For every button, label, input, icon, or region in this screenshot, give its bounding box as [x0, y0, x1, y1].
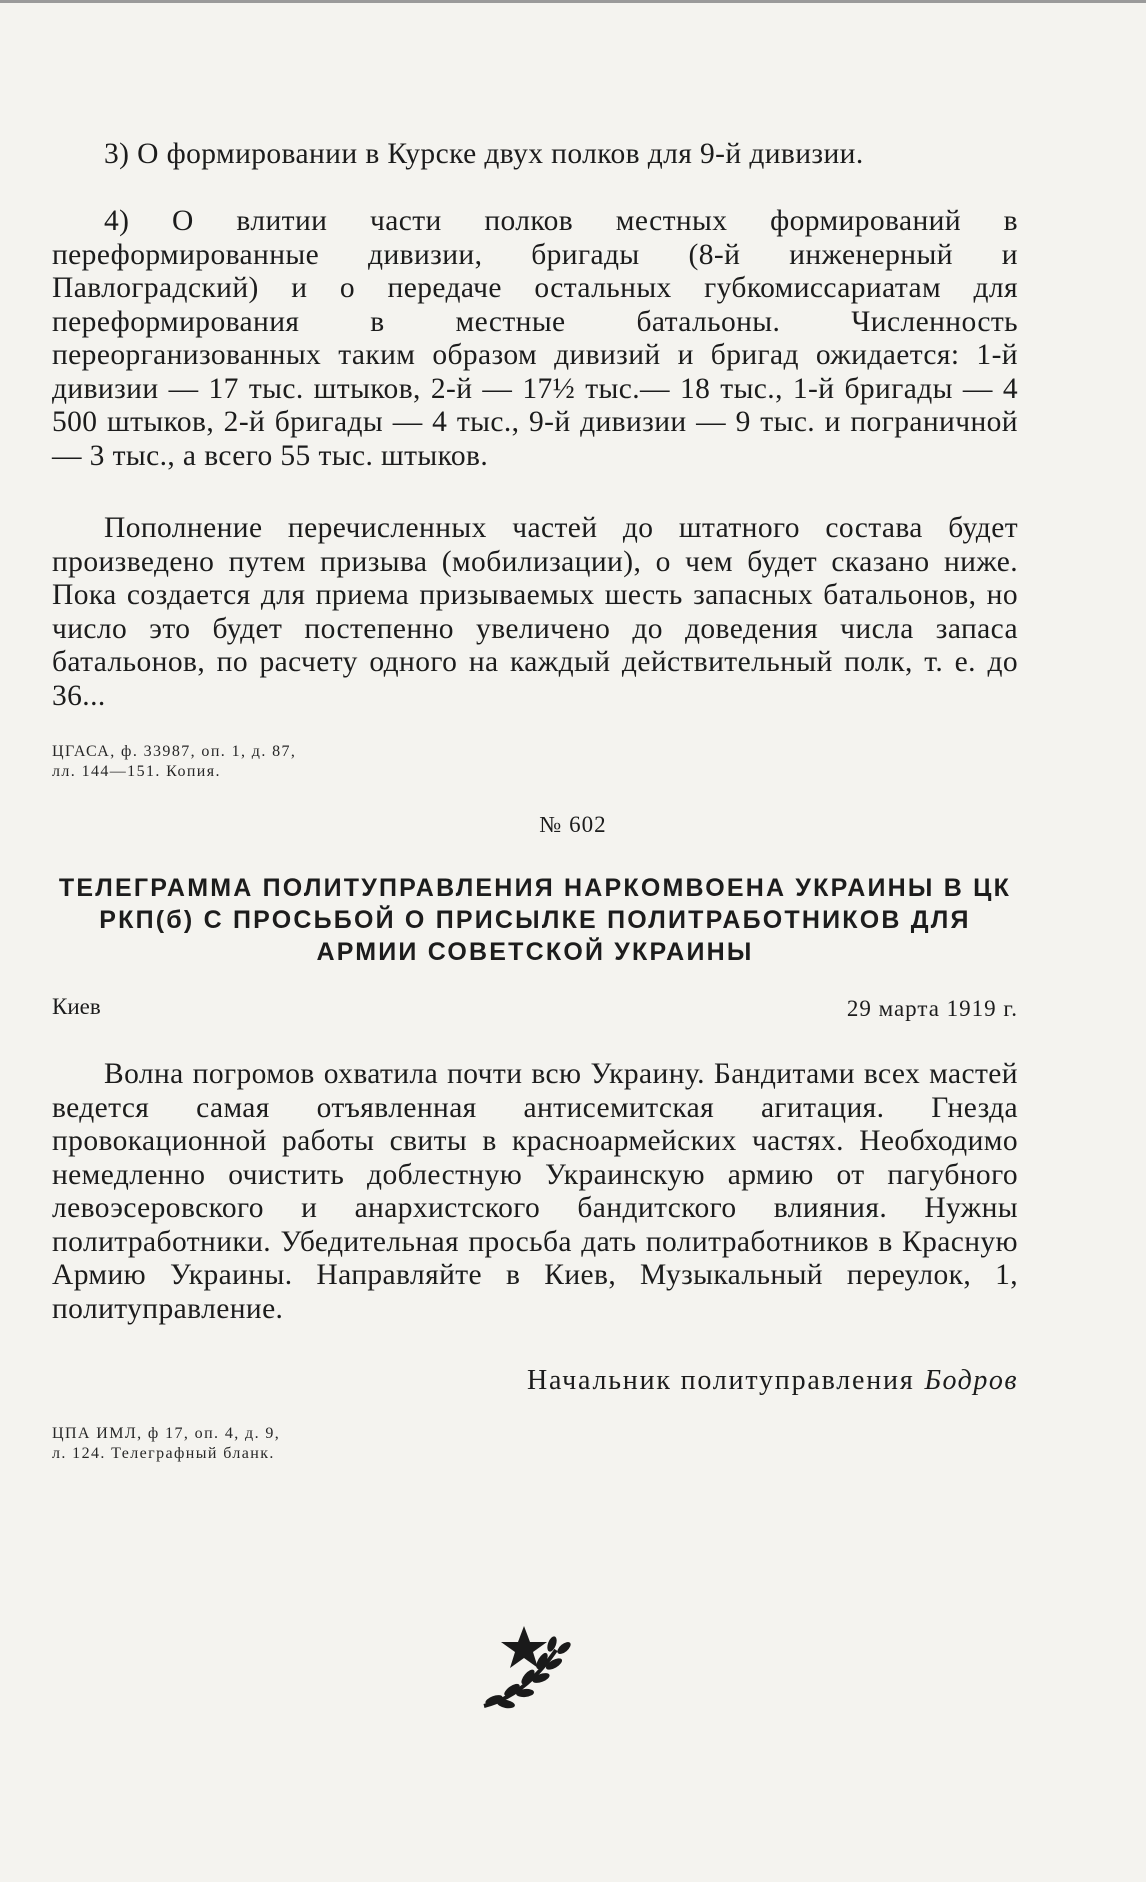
archive-source-2-line-1: ЦПА ИМЛ, ф 17, оп. 4, д. 9, [52, 1425, 281, 1442]
archive-source-1-line-2: лл. 144—151. Копия. [52, 763, 221, 780]
archive-source-2 [52, 1424, 472, 1464]
archive-source-1-line-1: ЦГАСА, ф. 33987, оп. 1, д. 87, [52, 743, 297, 760]
paragraph-item-4: 4) О влитии части полков местных формирований в переформированные дивизии, бригады (8-й инженерный и Павлоградский) и о передаче остальных губкомиссариатам для переформирования в местные батальоны. Численность переорганизованных таким образом дивизий и бригад ожидается: 1-й дивизии — 17 тыс. штыков, 2-й — 17½ тыс.— 18 тыс., 1-й бригады — 4 500 штыков, 2-й бригады — 4 тыс., 9-й дивизии — 9 тыс. и пограничной — 3 тыс., а всего 55 тыс. штыков. [52, 205, 1018, 472]
document-place: Киев [52, 994, 101, 1019]
signature-name: Бодров [924, 1365, 1018, 1396]
telegram-text: Волна погромов охватила почти всю Украину. Бандитами всех мастей ведется самая отъявленная антисемитская агитация. Гнезда провокационной работы свиты в красноармейских частях. Необходимо немедленно очистить доблестную Украинскую армию от пагубного левоэсеровского и анархистского бандитского влияния. Нужны политработники. Убедительная просьба дать политработников в Красную Армию Украины. Направляйте в Киев, Музыкальный переулок, 1, политуправление. [52, 1058, 1018, 1325]
paragraph-replenishment: Пополнение перечисленных частей до штатного состава будет произведено путем призыва (мобилизации), о чем будет сказано ниже. Пока создается для приема призываемых шесть запасных батальонов, но число это будет постепенно увеличено до доведения числа запаса батальонов, по расчету одного на каждый действительный полк, т. е. до 36... [52, 512, 1018, 712]
page-edge-line [0, 0, 1146, 3]
star-laurel-icon [478, 1620, 588, 1720]
paragraph-item-3: 3) О формировании в Курске двух полков для 9-й дивизии. [104, 138, 864, 170]
archive-source-2-line-2: л. 124. Телеграфный бланк. [52, 1445, 275, 1462]
archive-source-1 [52, 742, 472, 782]
document-number: № 602 [539, 812, 607, 837]
document-title: ТЕЛЕГРАММА ПОЛИТУПРАВЛЕНИЯ НАРКОМВОЕНА УКРАИНЫ В ЦК РКП(б) С ПРОСЬБОЙ О ПРИСЫЛКЕ ПОЛИТРАБОТНИКОВ ДЛЯ АРМИИ СОВЕТСКОЙ УКРАИНЫ [58, 874, 1012, 966]
signature-title: Начальник политуправления [526, 1365, 915, 1396]
document-date: 29 марта 1919 г. [846, 996, 1018, 1021]
signature-block [527, 1365, 1018, 1397]
